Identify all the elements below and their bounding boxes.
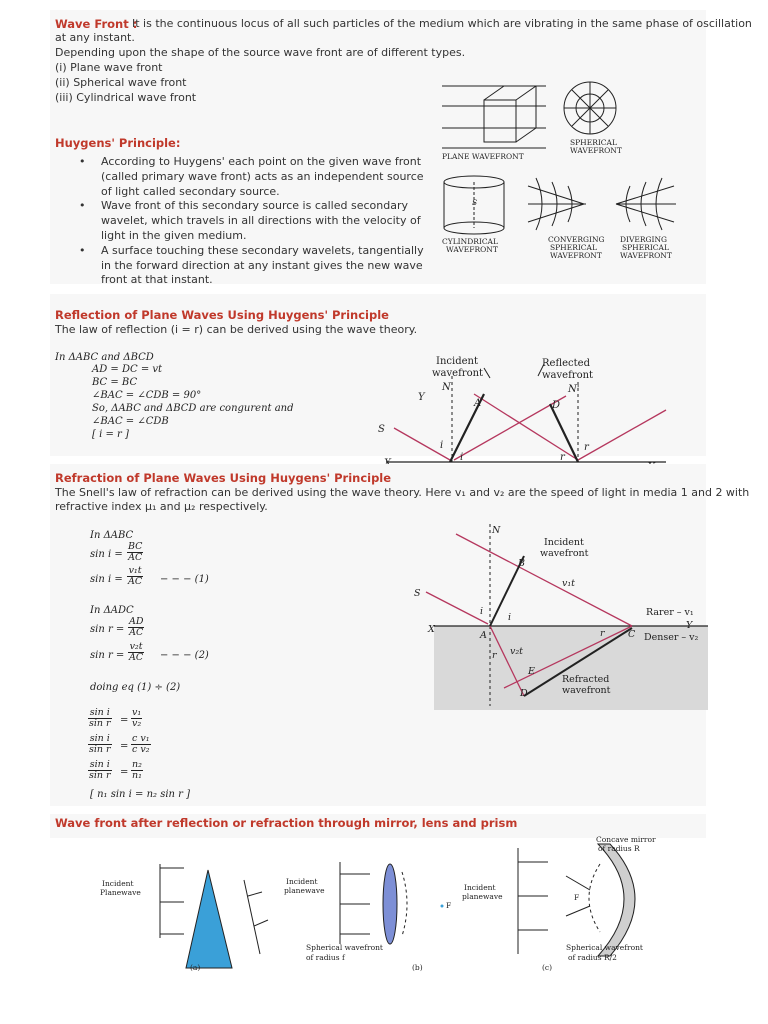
- huygens-bullet-3: • A surface touching these secondary wavelets, tangentially in the forward direction at any instant gives the new wave front at that instant.: [55, 244, 425, 288]
- refr-eq2: − − − (2): [160, 650, 209, 661]
- reflection-math-3: BC = BC: [92, 377, 138, 388]
- refr-fig-i: i: [480, 606, 484, 617]
- refl-reflected-1: Reflected: [542, 358, 590, 369]
- refr-sini-1: sin i =: [90, 549, 123, 560]
- reflection-subtitle: The law of reflection (i = r) can be derived using the wave theory.: [55, 323, 418, 336]
- fig-b-incident: Incident: [286, 877, 318, 886]
- fig-b-F: F: [446, 901, 452, 910]
- fig-label-conv2: SPHERICAL: [550, 243, 597, 252]
- refl-r: r: [560, 452, 565, 463]
- reflection-math-7: [ i = r ]: [92, 429, 129, 440]
- fig-label-cyl2: WAVEFRONT: [446, 245, 498, 254]
- fig-label-div3: WAVEFRONT: [620, 251, 672, 260]
- prism-shape: [186, 870, 232, 968]
- fig-label-s: S: [472, 198, 478, 207]
- refr-fig-r2: r: [600, 628, 605, 639]
- fig-b-planewave: planewave: [284, 886, 325, 895]
- reflection-math-5: So, ΔABC and ΔBCD are congurent and: [92, 403, 294, 414]
- refr-frac-v1-v2: $\frac{\text{v₁}}{\text{v₂}}$: [132, 707, 142, 729]
- refr-frac-n2-n1: $\frac{\text{n₂}}{\text{n₁}}$: [132, 759, 142, 781]
- refr-frac-v1t-ac: $\frac{\text{v₁t}}{AC}$: [128, 565, 143, 587]
- fig-b-sph-2: of radius f: [306, 953, 345, 962]
- refr-eq-b: =: [120, 741, 129, 752]
- fig-a-label: (a): [190, 963, 201, 972]
- fig-b-label: (b): [412, 963, 423, 972]
- refraction-subtitle-1: The Snell's law of refraction can be derived using the wave theory. Here v₁ and v₂ are the speed of light in media 1 and 2 with: [55, 486, 750, 499]
- wavefront-type-1: (i) Plane wave front: [55, 61, 163, 74]
- fig-a-incident: Incident: [102, 879, 134, 888]
- wavefront-intro-3: Depending upon the shape of the source wave front are of different types.: [55, 46, 466, 59]
- refr-sinr-1: sin r =: [90, 624, 125, 635]
- refr-fig-refracted-2: wavefront: [562, 685, 611, 696]
- refr-doing: doing eq (1) ÷ (2): [90, 682, 181, 693]
- refl-i2: i: [460, 452, 464, 463]
- fig-c-planewave: planewave: [462, 892, 503, 901]
- refl-i: i: [440, 440, 444, 451]
- refr-frac-bc-ac: $\frac{BC}{AC}$: [128, 541, 143, 563]
- fig-c-sph-1: Spherical wavefront: [566, 943, 643, 952]
- refl-r2: r: [584, 442, 589, 453]
- refl-Y1: Y: [418, 392, 425, 403]
- refr-sinr-2: sin r =: [90, 650, 125, 661]
- fig-b-sph-1: Spherical wavefront: [306, 943, 383, 952]
- refr-in-abc: In ΔABC: [90, 530, 134, 541]
- refr-fig-v2t: v₂t: [510, 646, 523, 657]
- wavefront-title: Wave Front :: [55, 17, 138, 31]
- fig-label-plane: PLANE WAVEFRONT: [442, 152, 524, 161]
- refl-incident-1: Incident: [436, 356, 478, 367]
- fig-c-sph-2: of radius R/2: [568, 953, 617, 962]
- fig-c-concave-1: Concave mirror: [596, 835, 656, 844]
- lens-shape: [383, 864, 397, 944]
- refr-fig-rarer: Rarer – v₁: [646, 607, 694, 618]
- refr-frac-ad-ac: $\frac{AD}{AC}$: [129, 616, 144, 638]
- refl-S: S: [378, 424, 385, 435]
- mirror-lens-prism-figure: [90, 834, 710, 984]
- huygens-bullet-2: • Wave front of this secondary source is called secondary wavelet, which travels in all directions with the velocity of light in the given medium.: [55, 199, 425, 243]
- refr-fig-denser: Denser – v₂: [644, 632, 699, 643]
- refr-fig-v1t: v₁t: [562, 578, 575, 589]
- refr-eq-a: =: [120, 715, 129, 726]
- refl-N2: N': [568, 384, 580, 395]
- wavefront-intro-1: It is the continuous locus of all such particles of the medium which are vibrating in the same phase of oscillation: [132, 17, 752, 30]
- refr-final: [ n₁ sin i = n₂ sin r ]: [90, 789, 191, 800]
- refl-A: A: [474, 398, 482, 409]
- fig-label-cyl1: CYLINDRICAL: [442, 237, 498, 246]
- reflection-math-6: ∠BAC = ∠CDB: [92, 416, 169, 427]
- refr-fig-E: E: [528, 666, 535, 677]
- refr-fig-Y: Y: [686, 620, 693, 631]
- refr-frac-v2t-ac: $\frac{\text{v₂t}}{AC}$: [129, 641, 144, 663]
- refr-fig-N: N: [492, 525, 501, 536]
- wavefront-types-figure: [436, 78, 700, 264]
- refr-fig-A: A: [480, 630, 487, 641]
- refl-reflected-2: wavefront: [542, 370, 594, 381]
- fig-label-conv3: WAVEFRONT: [550, 251, 602, 260]
- refr-fig-r: r: [492, 650, 497, 661]
- fig-label-conv1: CONVERGING: [548, 235, 605, 244]
- refr-fig-incident-1: Incident: [544, 537, 584, 548]
- refr-frac-sini-sinr-1: $\frac{\text{sin i}}{\text{sin r}}$: [89, 707, 111, 729]
- huygens-title: Huygens' Principle:: [55, 136, 181, 150]
- refr-sini-2: sin i =: [90, 574, 123, 585]
- fig-a-planewave: Planewave: [100, 888, 141, 897]
- huygens-bullets: [55, 155, 425, 288]
- refr-eq-c: =: [120, 767, 129, 778]
- refr-frac-cv1-cv2: $\frac{\text{c v₁}}{\text{c v₂}}$: [132, 733, 150, 755]
- reflection-math-1: In ΔABC and ΔBCD: [55, 352, 154, 363]
- refr-in-adc: In ΔADC: [90, 605, 134, 616]
- refr-fig-refracted-1: Refracted: [562, 674, 610, 685]
- refl-incident-2: wavefront: [432, 368, 484, 379]
- huygens-bullet-1: • According to Huygens' each point on the given wave front (called primary wave front) acts as an independent source of light called secondary source.: [55, 155, 425, 199]
- concave-mirror-shape: [598, 844, 635, 956]
- refr-fig-S: S: [414, 588, 421, 599]
- refr-fig-B: B: [518, 558, 525, 569]
- fig-label-div1: DIVERGING: [620, 235, 668, 244]
- wavefront-type-3: (iii) Cylindrical wave front: [55, 91, 197, 104]
- refr-fig-i2: i: [508, 612, 512, 623]
- reflection-figure: [366, 346, 702, 476]
- wavefront-intro-2: at any instant.: [55, 31, 135, 44]
- refraction-subtitle-2: refractive index μ₁ and μ₂ respectively.: [55, 500, 268, 513]
- fig-c-concave-2: of radius R: [598, 844, 640, 853]
- refr-fig-C: C: [628, 629, 636, 640]
- refraction-title: Refraction of Plane Waves Using Huygens' Principle: [55, 471, 392, 485]
- fig-c-incident: Incident: [464, 883, 496, 892]
- reflection-title: Reflection of Plane Waves Using Huygens' Principle: [55, 308, 389, 322]
- refr-fig-incident-2: wavefront: [540, 548, 589, 559]
- reflection-math-4: ∠BAC = ∠CDB = 90°: [92, 390, 202, 401]
- refr-frac-sini-sinr-3: $\frac{\text{sin i}}{\text{sin r}}$: [89, 759, 111, 781]
- fig-c-label: (c): [542, 963, 553, 972]
- mirror-lens-prism-title: Wave front after reflection or refraction through mirror, lens and prism: [55, 816, 518, 830]
- wavefront-type-2: (ii) Spherical wave front: [55, 76, 187, 89]
- fig-label-sph2: WAVEFRONT: [570, 146, 622, 155]
- fig-label-sph1: SPHERICAL: [570, 138, 617, 147]
- refl-D: D: [552, 400, 561, 411]
- refr-frac-sini-sinr-2: $\frac{\text{sin i}}{\text{sin r}}$: [89, 733, 111, 755]
- refraction-figure: [412, 520, 708, 710]
- refr-fig-D: D: [520, 688, 528, 699]
- refr-fig-X: X: [428, 624, 435, 635]
- reflection-math-2: AD = DC = vt: [92, 364, 163, 375]
- fig-c-F: F: [574, 893, 580, 902]
- refl-N: N: [442, 382, 451, 393]
- refr-eq1: − − − (1): [160, 574, 209, 585]
- fig-label-div2: SPHERICAL: [622, 243, 669, 252]
